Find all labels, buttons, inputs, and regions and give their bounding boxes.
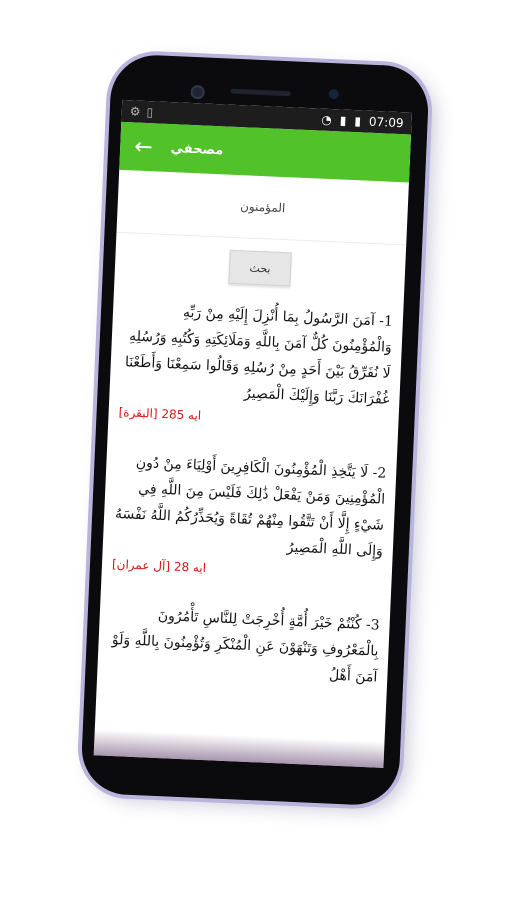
wifi-icon: ◔ <box>321 112 333 128</box>
verse-reference: [آل عمران] ايه 28 <box>111 556 207 575</box>
verse-reference: [البقرة] ايه 285 <box>118 405 202 423</box>
app-title: مصحفي <box>170 140 224 158</box>
verse-item <box>118 297 393 431</box>
verse-text: 1- آمَنَ الرَّسُولُ بِمَا أُنْزِلَ إِلَيْهِ مِنْ رَبِّهِ وَالْمُؤْمِنُونَ كُلٌّ آمَنَ بِاللَّهِ وَمَلَائِكَتِهِ وَكُتُبِهِ وَرُسُلِهِ لَا نُفَرِّقُ بَيْنَ أَحَدٍ مِنْ رُسُلِهِ وَقَالُوا سَمِعْنَا وَأَطَعْنَا غُفْرَانَكَ رَبَّنَا وَإِلَيْكَ الْمَصِيرُ <box>124 304 394 408</box>
sim-icon: ▯ <box>146 104 154 120</box>
back-arrow-icon[interactable]: ← <box>133 133 154 160</box>
earpiece-speaker <box>231 89 291 97</box>
bottom-fade <box>94 729 385 768</box>
signal-icon: ▮ <box>339 113 347 128</box>
verse-text: 2- لَا يَتَّخِذِ الْمُؤْمِنُونَ الْكَافِرِينَ أَوْلِيَاءَ مِنْ دُونِ الْمُؤْمِنِينَ وَمَنْ يَفْعَلْ ذَٰلِكَ فَلَيْسَ مِنَ اللَّهِ فِي شَيْءٍ إِلَّا أَنْ تَتَّقُوا مِنْهُمْ تُقَاةً وَيُحَذِّرُكُمُ اللَّهُ نَفْسَهُ وَإِلَى اللَّهِ الْمَصِيرُ <box>114 454 387 560</box>
settings-icon: ⚙ <box>129 104 141 119</box>
phone-frame <box>80 53 430 806</box>
status-time: 07:09 <box>368 114 404 131</box>
verse-item <box>112 449 387 583</box>
phone-screen <box>94 100 412 768</box>
verse-text: 3- كُنْتُمْ خَيْرَ أُمَّةٍ أُخْرِجَتْ لِلنَّاسِ تَأْمُرُونَ بِالْمَعْرُوفِ وَتَنْهَوْنَ عَنِ الْمُنْكَرِ وَتُؤْمِنُونَ بِاللَّهِ وَلَوْ آمَنَ أَهْلُ <box>111 607 380 686</box>
proximity-sensor <box>329 89 339 99</box>
verse-item <box>107 601 380 691</box>
front-camera <box>190 85 205 100</box>
section-title: المؤمنون <box>239 199 286 216</box>
search-button[interactable]: بحث <box>228 250 291 287</box>
verse-list <box>97 291 404 691</box>
battery-icon: ▮ <box>354 114 362 129</box>
